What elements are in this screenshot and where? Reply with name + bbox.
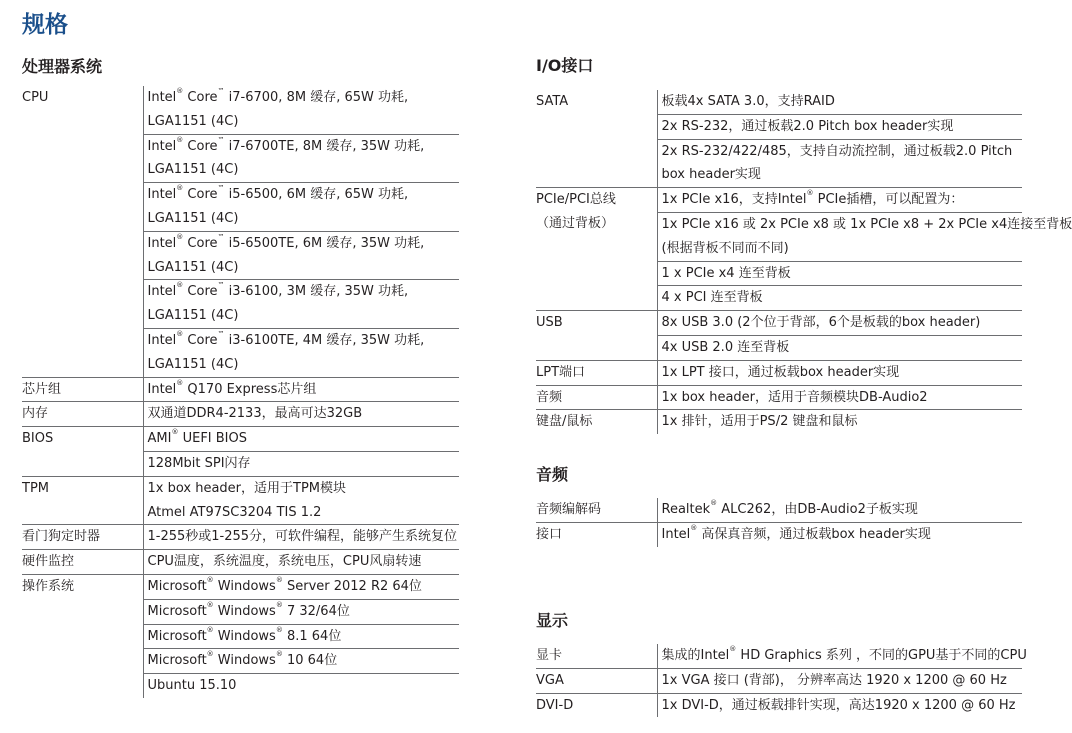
spec-label: （通过背板） [536, 216, 615, 232]
spec-row [536, 644, 1022, 668]
spec-row [536, 311, 1022, 336]
spec-label: SATA [536, 94, 569, 109]
spec-label [536, 114, 657, 139]
spec-value: LGA1151 (4C) [143, 110, 459, 134]
spec-label: BIOS [22, 431, 54, 447]
spec-value: Intel® Core™ i5-6500TE, 6M 缓存, 35W 功耗, [143, 231, 459, 255]
spec-row [22, 134, 459, 158]
spec-label [22, 501, 143, 525]
spec-value: Microsoft® Windows® 8.1 64位 [143, 624, 459, 649]
spec-label: 音频 [536, 385, 657, 410]
spec-row [536, 237, 1022, 261]
spec-label [22, 353, 143, 377]
spec-row [22, 599, 459, 624]
spec-label [22, 256, 143, 280]
spec-label: VGA [536, 668, 657, 693]
spec-row [22, 207, 459, 231]
spec-label [536, 237, 657, 261]
spec-label [536, 163, 657, 187]
spec-value: 1x DVI-D，通过板载排针实现，高达1920 x 1200 @ 60 Hz [657, 693, 1022, 717]
spec-row [22, 183, 459, 207]
spec-label: 内存 [22, 402, 143, 427]
spec-value: 1x 排针，适用于PS/2 键盘和鼠标 [657, 410, 1022, 434]
spec-value: Intel® 高保真音频，通过板载box header实现 [657, 522, 1022, 546]
spec-row [536, 410, 1022, 434]
spec-row [22, 501, 459, 525]
spec-value: Microsoft® Windows® 10 64位 [143, 649, 459, 674]
spec-label: 音频编解码 [536, 498, 657, 522]
spec-row [536, 163, 1022, 187]
spec-label [22, 624, 143, 649]
spec-row [22, 525, 459, 550]
spec-label: DVI-D [536, 697, 574, 713]
spec-row [22, 158, 459, 182]
spec-row [536, 188, 1022, 213]
spec-value: LGA1151 (4C) [143, 158, 459, 182]
spec-label [22, 674, 143, 698]
spec-value: 1-255秒或1-255分，可软件编程，能够产生系统复位 [143, 525, 459, 550]
spec-label: PCIe/PCI总线 [536, 192, 616, 208]
spec-value: 2x RS-232，通过板载2.0 Pitch box header实现 [657, 114, 1022, 139]
spec-value: LGA1151 (4C) [143, 207, 459, 231]
spec-row [536, 668, 1022, 693]
spec-label [536, 261, 657, 286]
spec-label: 操作系统 [22, 578, 75, 594]
spec-row [536, 286, 1022, 311]
spec-label [22, 110, 143, 134]
spec-label [22, 451, 143, 476]
spec-row [22, 476, 459, 500]
spec-label: 接口 [536, 526, 563, 542]
spec-row [22, 674, 459, 698]
spec-row [536, 114, 1022, 139]
spec-label [22, 134, 143, 158]
page-title: 规格 [22, 12, 68, 38]
spec-value: 双通道DDR4-2133，最高可达32GB [143, 402, 459, 427]
spec-row [536, 139, 1022, 163]
spec-value: Intel® Core™ i7-6700TE, 8M 缓存, 35W 功耗, [143, 134, 459, 158]
spec-label [536, 286, 657, 311]
spec-value: LGA1151 (4C) [143, 256, 459, 280]
display-section-heading: 显示 [536, 611, 569, 630]
spec-row [536, 385, 1022, 410]
spec-value: 1x VGA 接口 (背部)， 分辨率高达 1920 x 1200 @ 60 Hz [657, 668, 1022, 693]
spec-value: Intel® Core™ i3-6100, 3M 缓存, 35W 功耗, [143, 280, 459, 304]
spec-value: 8x USB 3.0 (2个位于背部，6个是板载的box header) [657, 311, 1022, 336]
spec-row [536, 212, 1022, 236]
spec-label: CPU [22, 90, 49, 105]
spec-label [536, 335, 657, 360]
spec-label [22, 304, 143, 328]
processor-spec-table [22, 86, 459, 698]
spec-label: 硬件监控 [22, 550, 143, 575]
spec-value: 128Mbit SPI闪存 [143, 451, 459, 476]
spec-value: 1x box header，适用于音频模块DB-Audio2 [657, 385, 1022, 410]
spec-row [22, 427, 459, 452]
spec-value: 1x PCIe x16 或 2x PCIe x8 或 1x PCIe x8 + 2x PCIe x4连接至背板 [657, 212, 1022, 236]
spec-row [22, 231, 459, 255]
spec-row [22, 377, 459, 402]
audio-section-heading: 音频 [536, 465, 569, 484]
spec-value: 1x LPT 接口，通过板载box header实现 [657, 360, 1022, 385]
spec-label: 看门狗定时器 [22, 525, 143, 550]
processor-section-heading: 处理器系统 [22, 57, 103, 76]
spec-value: CPU温度，系统温度，系统电压，CPU风扇转速 [143, 550, 459, 575]
io-spec-table [536, 90, 1072, 434]
spec-value: Microsoft® Windows® Server 2012 R2 64位 [143, 574, 459, 599]
spec-value: (根据背板不同而不同) [657, 237, 1022, 261]
spec-value: 集成的Intel® HD Graphics 系列 ，不同的GPU基于不同的CPU [657, 644, 1022, 668]
spec-label: TPM [22, 480, 49, 496]
spec-label: USB [536, 315, 563, 331]
spec-row [536, 261, 1022, 286]
spec-row [22, 86, 459, 110]
spec-value: 板载4x SATA 3.0，支持RAID [657, 90, 1022, 114]
spec-label [22, 599, 143, 624]
spec-label [22, 207, 143, 231]
spec-row [22, 110, 459, 134]
spec-value: Intel® Core™ i3-6100TE, 4M 缓存, 35W 功耗, [143, 328, 459, 352]
spec-row [22, 304, 459, 328]
spec-value: 1x box header，适用于TPM模块 [143, 476, 459, 500]
spec-value: Intel® Core™ i7-6700, 8M 缓存, 65W 功耗, [143, 86, 459, 110]
spec-row [22, 624, 459, 649]
spec-label: 键盘/鼠标 [536, 414, 593, 430]
spec-row [22, 574, 459, 599]
spec-row [22, 451, 459, 476]
display-spec-table [536, 644, 1027, 717]
spec-row [536, 522, 1022, 546]
spec-value: 4x USB 2.0 连至背板 [657, 335, 1022, 360]
spec-label [536, 139, 657, 163]
spec-row [22, 353, 459, 377]
spec-value: 4 x PCI 连至背板 [657, 286, 1022, 311]
spec-row [22, 550, 459, 575]
audio-spec-table [536, 498, 1022, 547]
spec-value: Atmel AT97SC3204 TIS 1.2 [143, 501, 459, 525]
spec-row [22, 402, 459, 427]
spec-value: 1x PCIe x16，支持Intel® PCIe插槽，可以配置为： [657, 188, 1022, 213]
spec-row [536, 693, 1022, 717]
spec-value: 1 x PCIe x4 连至背板 [657, 261, 1022, 286]
spec-row [22, 280, 459, 304]
spec-label: 芯片组 [22, 377, 143, 402]
spec-row [536, 360, 1022, 385]
spec-value: box header实现 [657, 163, 1022, 187]
spec-label [22, 280, 143, 304]
spec-value: AMI® UEFI BIOS [143, 427, 459, 452]
spec-label [22, 328, 143, 352]
spec-label [22, 231, 143, 255]
spec-row [536, 90, 1022, 114]
spec-label [22, 158, 143, 182]
spec-row [22, 328, 459, 352]
spec-value: LGA1151 (4C) [143, 304, 459, 328]
spec-value: Microsoft® Windows® 7 32/64位 [143, 599, 459, 624]
spec-row [536, 335, 1022, 360]
spec-label [22, 183, 143, 207]
spec-value: Intel® Q170 Express芯片组 [143, 377, 459, 402]
spec-label: LPT端口 [536, 360, 657, 385]
spec-row [536, 498, 1022, 522]
spec-row [22, 256, 459, 280]
spec-label: 显卡 [536, 644, 657, 668]
spec-value: Realtek® ALC262，由DB-Audio2子板实现 [657, 498, 1022, 522]
spec-label [22, 649, 143, 674]
spec-value: Intel® Core™ i5-6500, 6M 缓存, 65W 功耗, [143, 183, 459, 207]
spec-value: Ubuntu 15.10 [143, 674, 459, 698]
io-section-heading: I/O接口 [536, 56, 594, 75]
spec-value: LGA1151 (4C) [143, 353, 459, 377]
spec-value: 2x RS-232/422/485，支持自动流控制，通过板载2.0 Pitch [657, 139, 1022, 163]
spec-row [22, 649, 459, 674]
